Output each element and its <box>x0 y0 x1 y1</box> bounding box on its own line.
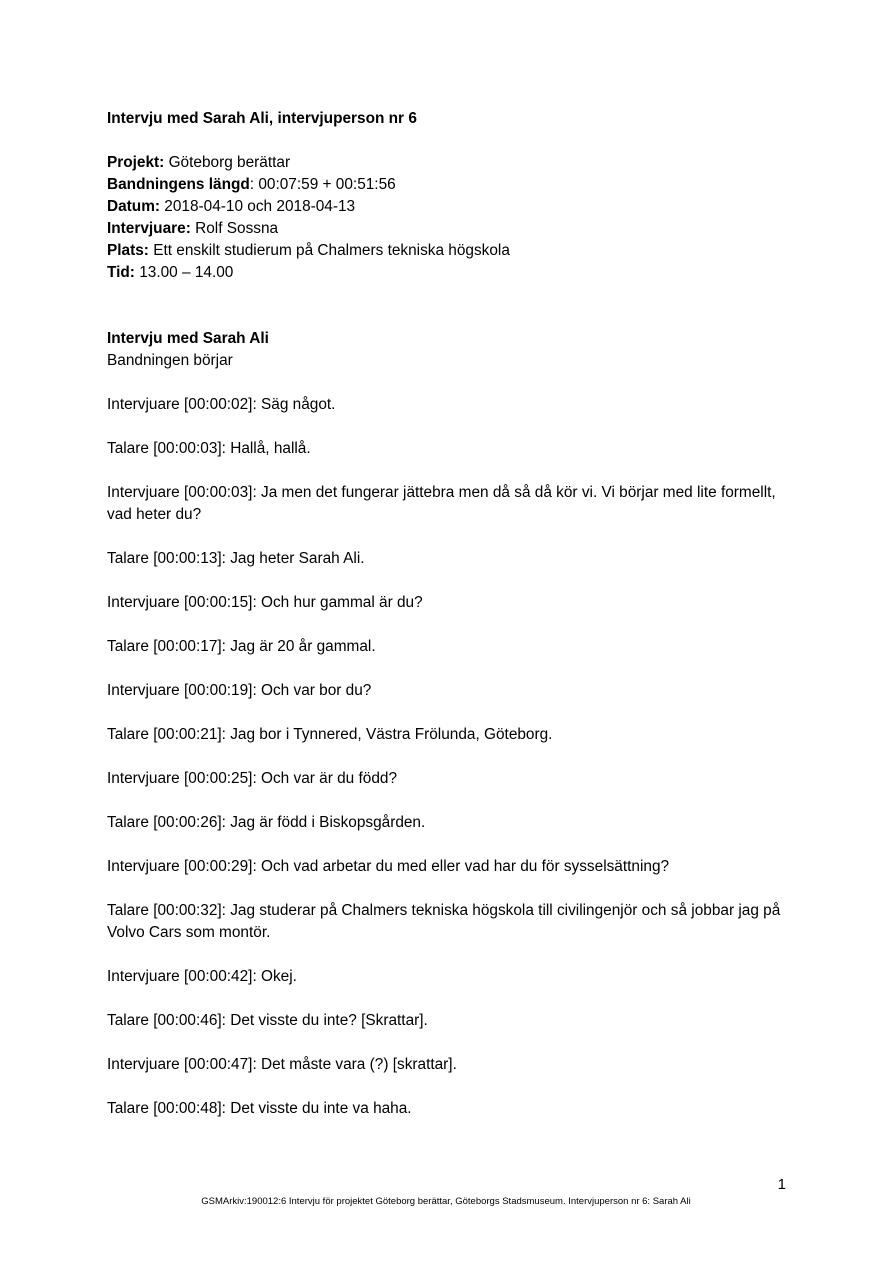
transcript-line: Intervjuare [00:00:15]: Och hur gammal är du? <box>107 594 423 611</box>
meta-value: Göteborg berättar <box>164 154 291 171</box>
page-number: 1 <box>777 1176 786 1193</box>
meta-interviewer <box>107 218 797 240</box>
meta-value: : 00:07:59 + 00:51:56 <box>249 176 396 193</box>
meta-label: Plats: <box>107 242 149 259</box>
meta-label: Intervjuare: <box>107 220 191 237</box>
transcript-line: Intervjuare [00:00:25]: Och var är du född? <box>107 770 398 787</box>
document-title: Intervju med Sarah Ali, intervjuperson nr 6 <box>107 110 417 127</box>
transcript <box>107 394 797 1120</box>
transcript-line: Intervjuare [00:00:19]: Och var bor du? <box>107 682 372 699</box>
meta-value: Rolf Sossna <box>190 220 279 237</box>
transcript-line: Talare [00:00:32]: Jag studerar på Chalmers tekniska högskola till civilingenjör och så jobbar jag på Volvo Cars som montör. <box>107 902 781 941</box>
transcript-line: Intervjuare [00:00:42]: Okej. <box>107 968 297 985</box>
meta-label: Bandningens längd <box>107 176 250 193</box>
section-subtitle: Bandningen börjar <box>107 352 233 369</box>
meta-recording-length <box>107 174 797 196</box>
transcript-line: Talare [00:00:48]: Det visste du inte va haha. <box>107 1100 412 1117</box>
transcript-line: Intervjuare [00:00:03]: Ja men det fungerar jättebra men då så då kör vi. Vi börjar med lite formellt, vad heter du? <box>107 484 776 523</box>
transcript-line: Talare [00:00:46]: Det visste du inte? [Skrattar]. <box>107 1012 428 1029</box>
transcript-line: Intervjuare [00:00:29]: Och vad arbetar du med eller vad har du för sysselsättning? <box>107 858 670 875</box>
transcript-line: Talare [00:00:26]: Jag är född i Biskopsgården. <box>107 814 426 831</box>
meta-date <box>107 196 797 218</box>
transcript-line: Intervjuare [00:00:47]: Det måste vara (?) [skrattar]. <box>107 1056 457 1073</box>
meta-place <box>107 240 797 262</box>
page-footer: GSMArkiv:190012:6 Intervju för projektet Göteborg berättar, Göteborgs Stadsmuseum. Intervjuperson nr 6: Sarah Ali <box>201 1196 691 1207</box>
transcript-line: Talare [00:00:17]: Jag är 20 år gammal. <box>107 638 376 655</box>
document-body <box>107 108 797 1142</box>
meta-value: Ett enskilt studierum på Chalmers tekniska högskola <box>148 242 510 259</box>
meta-value: 2018-04-10 och 2018-04-13 <box>160 198 356 215</box>
meta-label: Datum: <box>107 198 161 215</box>
transcript-line: Intervjuare [00:00:02]: Säg något. <box>107 396 336 413</box>
meta-value: 13.00 – 14.00 <box>134 264 234 281</box>
transcript-line: Talare [00:00:13]: Jag heter Sarah Ali. <box>107 550 365 567</box>
transcript-line: Talare [00:00:21]: Jag bor i Tynnered, Västra Frölunda, Göteborg. <box>107 726 553 743</box>
meta-time <box>107 262 797 284</box>
transcript-line: Talare [00:00:03]: Hallå, hallå. <box>107 440 311 457</box>
meta-project <box>107 152 797 174</box>
metadata-block <box>107 152 797 284</box>
section-title: Intervju med Sarah Ali <box>107 330 269 347</box>
meta-label: Projekt: <box>107 154 165 171</box>
meta-label: Tid: <box>107 264 135 281</box>
